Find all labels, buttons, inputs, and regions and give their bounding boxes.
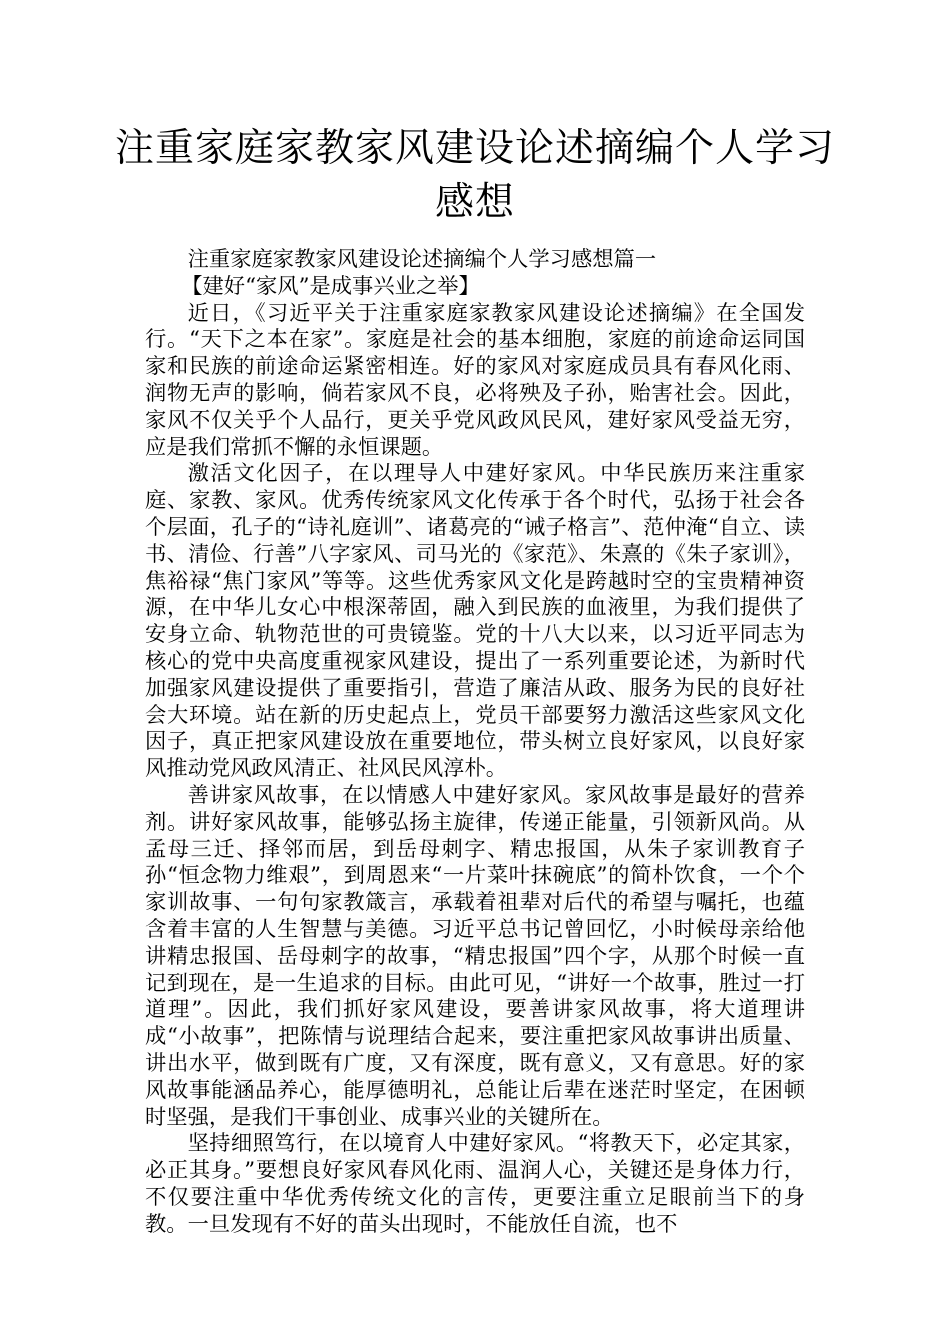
paragraph: 激活文化因子，在以理导人中建好家风。中华民族历来注重家庭、家教、家风。优秀传统家风文化传承于各个时代，弘扬于社会各个层面，孔子的“诗礼庭训”、诸葛亮的“诫子格言”、范仲淹“自立、读书、清俭、行善”八字家风、司马光的《家范》、朱熹的《朱子家训》，焦裕禄“焦门家风”等等。这些优秀家风文化是跨越时空的宝贵精神资源，在中华儿女心中根深蒂固，融入到民族的血液里，为我们提供了安身立命、轨物范世的可贵镜鉴。党的十八大以来，以习近平同志为核心的党中央高度重视家风建设，提出了一系列重要论述，为新时代加强家风建设提供了重要指引，营造了廉洁从政、服务为民的良好社会大环境。站在新的历史起点上，党员干部要努力激活这些家风文化因子，真正把家风建设放在重要地位，带头树立良好家风，以良好家风推动党风政风清正、社风民风淳朴。 — [145, 461, 805, 782]
document-body — [145, 247, 805, 1238]
document-title: 注重家庭家教家风建设论述摘编个人学习感想 — [115, 126, 836, 225]
section-heading: 注重家庭家教家风建设论述摘编个人学习感想篇一 — [187, 247, 657, 272]
paragraph: 坚持细照笃行，在以境育人中建好家风。“将教天下，必定其家，必正其身。”要想良好家风春风化雨、温润人心，关键还是身体力行，不仅要注重中华优秀传统文化的言传，更要注重立足眼前当下的身教。一旦发现有不好的苗头出现时，不能放任自流，也不 — [145, 1131, 805, 1237]
paragraph: 善讲家风故事，在以情感人中建好家风。家风故事是最好的营养剂。讲好家风故事，能够弘扬主旋律，传递正能量，引领新风尚。从孟母三迁、择邻而居，到岳母刺字、精忠报国，从朱子家训教育子孙“恒念物力维艰”，到周恩来“一片菜叶抹碗底”的简朴饮食，一个个家训故事、一句句家教箴言，承载着祖辈对后代的希望与嘱托，也蕴含着丰富的人生智慧与美德。习近平总书记曾回忆，小时候母亲给他讲精忠报国、岳母刺字的故事，“精忠报国”四个字，从那个时候一直记到现在，是一生追求的目标。由此可见，“讲好一个故事，胜过一打道理”。因此，我们抓好家风建设，要善讲家风故事，将大道理讲成“小故事”，把陈情与说理结合起来，要注重把家风故事讲出质量、讲出水平，做到既有广度，又有深度，既有意义，又有意思。好的家风故事能涵品养心，能厚德明礼，总能让后辈在迷茫时坚定，在困顿时坚强，是我们干事创业、成事兴业的关键所在。 — [145, 782, 805, 1130]
subheading: 【建好“家风”是成事兴业之举】 — [181, 273, 480, 299]
document-page — [115, 0, 836, 1344]
paragraph: 近日，《习近平关于注重家庭家教家风建设论述摘编》在全国发行。“天下之本在家”。家庭是社会的基本细胞，家庭的前途命运同国家和民族的前途命运紧密相连。好的家风对家庭成员具有春风化雨、润物无声的影响，倘若家风不良，必将殃及子孙，贻害社会。因此，家风不仅关乎个人品行，更关乎党风政风民风，建好家风受益无穷，应是我们常抓不懈的永恒课题。 — [145, 300, 805, 460]
